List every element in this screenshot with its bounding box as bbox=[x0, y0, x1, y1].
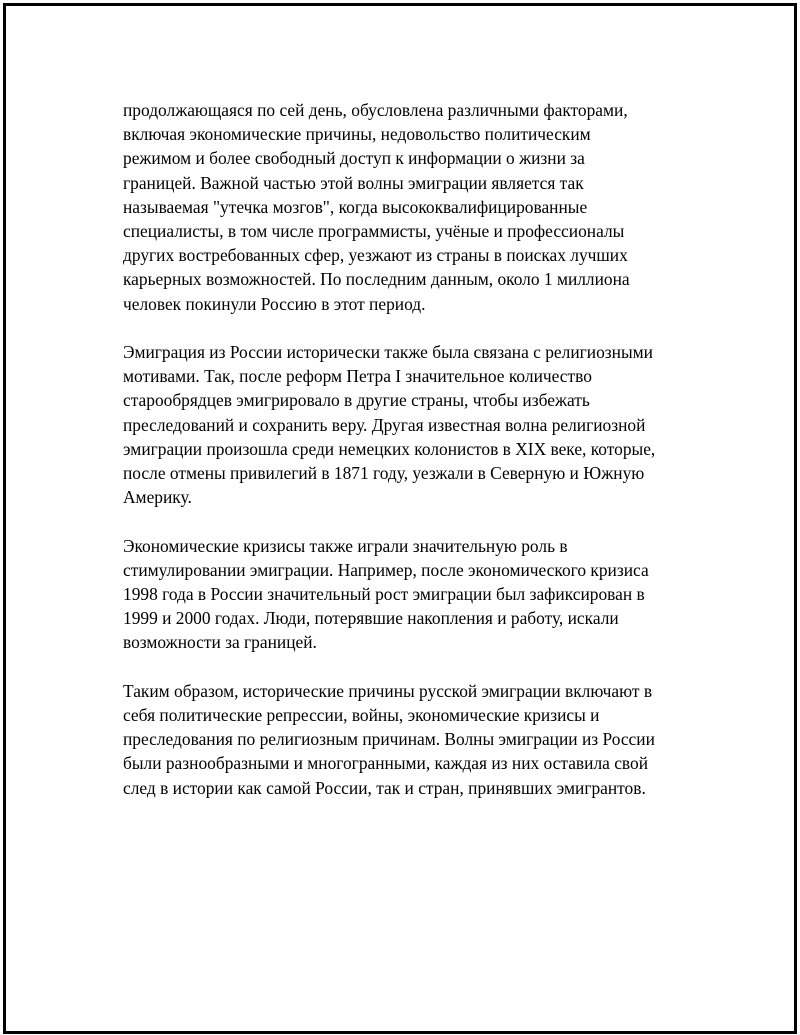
text-line: Таким образом, исторические причины русской эмиграции включают в bbox=[123, 680, 653, 701]
paragraph-3 bbox=[123, 534, 723, 655]
text-line: человек покинули Россию в этот период. bbox=[123, 293, 426, 314]
page-frame bbox=[3, 3, 797, 1034]
text-line: продолжающаяся по сей день, обусловлена различными факторами, bbox=[123, 100, 628, 120]
text-line: 1998 года в России значительный рост эмиграции был зафиксирован в bbox=[123, 584, 645, 605]
text-line: режимом и более свободный доступ к информации о жизни за bbox=[123, 148, 585, 169]
text-line: других востребованных сфер, уезжают из страны в поисках лучших bbox=[123, 245, 628, 266]
text-line: были разнообразными и многогранными, каждая из них оставила свой bbox=[123, 753, 649, 774]
text-line: называемая "утечка мозгов", когда высококвалифицированные bbox=[123, 196, 588, 217]
text-line: Америку. bbox=[123, 487, 192, 508]
text-line: старообрядцев эмигрировало в другие страны, чтобы избежать bbox=[123, 390, 590, 411]
paragraph-2 bbox=[123, 340, 723, 509]
text-line: границей. Важной частью этой волны эмиграции является так bbox=[123, 172, 584, 193]
text-line: специалисты, в том числе программисты, учёные и профессионалы bbox=[123, 221, 625, 242]
paragraph-1 bbox=[123, 98, 723, 316]
text-line: Экономические кризисы также играли значительную роль в bbox=[123, 535, 568, 556]
text-line: мотивами. Так, после реформ Петра I значительное количество bbox=[123, 366, 592, 387]
text-line: карьерных возможностей. По последним данным, около 1 миллиона bbox=[123, 269, 630, 290]
text-line: Эмиграция из России исторически также была связана с религиозными bbox=[123, 342, 653, 363]
text-line: эмиграции произошла среди немецких колонистов в XIX веке, которые, bbox=[123, 438, 656, 459]
text-line: включая экономические причины, недовольство политическим bbox=[123, 124, 591, 145]
text-line: стимулировании эмиграции. Например, после экономического кризиса bbox=[123, 559, 649, 580]
paragraph-4 bbox=[123, 679, 723, 800]
text-line: след в истории как самой России, так и стран, принявших эмигрантов. bbox=[123, 777, 646, 798]
document-body bbox=[123, 98, 723, 824]
text-line: 1999 и 2000 годах. Люди, потерявшие накопления и работу, искали bbox=[123, 608, 619, 629]
text-line: возможности за границей. bbox=[123, 632, 317, 653]
text-line: преследования по религиозным причинам. Волны эмиграции из России bbox=[123, 729, 655, 750]
text-line: преследований и сохранить веру. Другая известная волна религиозной bbox=[123, 414, 646, 435]
text-line: после отмены привилегий в 1871 году, уезжали в Северную и Южную bbox=[123, 463, 645, 484]
text-line: себя политические репрессии, войны, экономические кризисы и bbox=[123, 705, 600, 726]
